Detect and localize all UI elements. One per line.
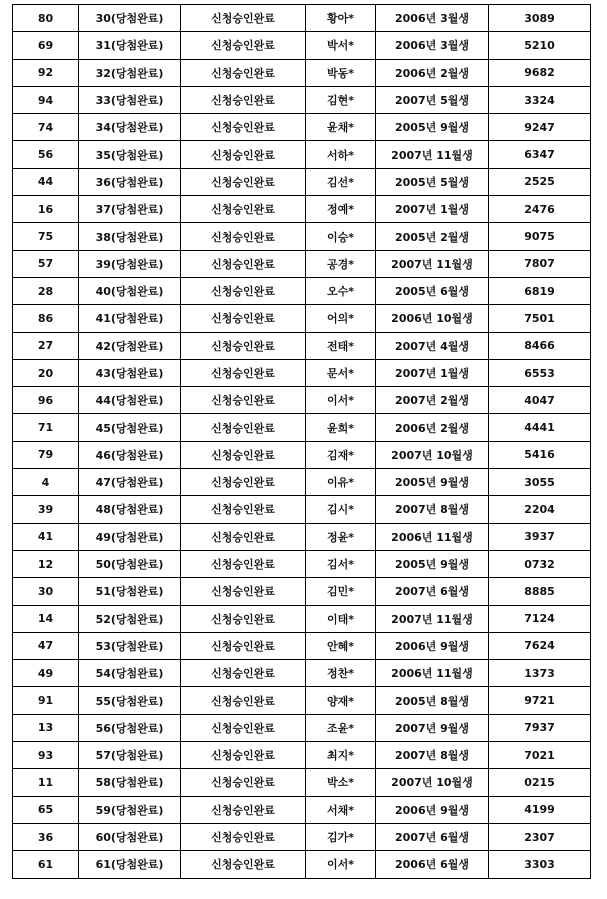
approval-status-cell: 신청승인완료: [181, 742, 306, 769]
table-row: [13, 359, 591, 386]
entry-number-cell: 79: [13, 441, 79, 468]
approval-status-cell: 신청승인완료: [181, 660, 306, 687]
entry-number-cell: 80: [13, 5, 79, 32]
verification-code-cell: 3303: [489, 851, 591, 878]
birth-month-cell: 2007년 6월생: [376, 578, 489, 605]
verification-code-cell: 7501: [489, 305, 591, 332]
birth-month-cell: 2006년 3월생: [376, 32, 489, 59]
draw-order-cell: 61(당첨완료): [79, 851, 181, 878]
table-row: [13, 578, 591, 605]
masked-name-cell: 서하*: [306, 141, 376, 168]
table-row: [13, 59, 591, 86]
draw-order-cell: 30(당첨완료): [79, 5, 181, 32]
birth-month-cell: 2006년 9월생: [376, 632, 489, 659]
table-row: [13, 742, 591, 769]
verification-code-cell: 3324: [489, 86, 591, 113]
entry-number-cell: 91: [13, 687, 79, 714]
masked-name-cell: 정찬*: [306, 660, 376, 687]
masked-name-cell: 문서*: [306, 359, 376, 386]
table-row: [13, 796, 591, 823]
birth-month-cell: 2007년 11월생: [376, 605, 489, 632]
verification-code-cell: 6347: [489, 141, 591, 168]
birth-month-cell: 2006년 2월생: [376, 59, 489, 86]
draw-order-cell: 41(당첨완료): [79, 305, 181, 332]
table-row: [13, 823, 591, 850]
birth-month-cell: 2007년 8월생: [376, 496, 489, 523]
masked-name-cell: 박소*: [306, 769, 376, 796]
entry-number-cell: 27: [13, 332, 79, 359]
entry-number-cell: 49: [13, 660, 79, 687]
verification-code-cell: 7937: [489, 714, 591, 741]
table-row: [13, 441, 591, 468]
birth-month-cell: 2007년 6월생: [376, 823, 489, 850]
masked-name-cell: 이서*: [306, 387, 376, 414]
entry-number-cell: 47: [13, 632, 79, 659]
verification-code-cell: 3089: [489, 5, 591, 32]
verification-code-cell: 7807: [489, 250, 591, 277]
approval-status-cell: 신청승인완료: [181, 414, 306, 441]
birth-month-cell: 2005년 5월생: [376, 168, 489, 195]
approval-status-cell: 신청승인완료: [181, 605, 306, 632]
birth-month-cell: 2005년 2월생: [376, 223, 489, 250]
table-row: [13, 414, 591, 441]
entry-number-cell: 74: [13, 114, 79, 141]
table-row: [13, 223, 591, 250]
approval-status-cell: 신청승인완료: [181, 305, 306, 332]
results-table: [12, 4, 591, 879]
approval-status-cell: 신청승인완료: [181, 496, 306, 523]
entry-number-cell: 13: [13, 714, 79, 741]
table-row: [13, 168, 591, 195]
draw-order-cell: 52(당첨완료): [79, 605, 181, 632]
verification-code-cell: 7124: [489, 605, 591, 632]
entry-number-cell: 11: [13, 769, 79, 796]
masked-name-cell: 서채*: [306, 796, 376, 823]
birth-month-cell: 2007년 1월생: [376, 196, 489, 223]
approval-status-cell: 신청승인완료: [181, 578, 306, 605]
draw-order-cell: 49(당첨완료): [79, 523, 181, 550]
entry-number-cell: 94: [13, 86, 79, 113]
draw-order-cell: 34(당첨완료): [79, 114, 181, 141]
masked-name-cell: 이태*: [306, 605, 376, 632]
birth-month-cell: 2006년 11월생: [376, 523, 489, 550]
birth-month-cell: 2007년 11월생: [376, 250, 489, 277]
verification-code-cell: 9247: [489, 114, 591, 141]
birth-month-cell: 2005년 6월생: [376, 277, 489, 304]
table-row: [13, 769, 591, 796]
entry-number-cell: 93: [13, 742, 79, 769]
masked-name-cell: 오수*: [306, 277, 376, 304]
table-row: [13, 250, 591, 277]
approval-status-cell: 신청승인완료: [181, 796, 306, 823]
draw-order-cell: 46(당첨완료): [79, 441, 181, 468]
table-row: [13, 523, 591, 550]
draw-order-cell: 60(당첨완료): [79, 823, 181, 850]
masked-name-cell: 김가*: [306, 823, 376, 850]
table-row: [13, 714, 591, 741]
table-row: [13, 196, 591, 223]
entry-number-cell: 86: [13, 305, 79, 332]
draw-order-cell: 44(당첨완료): [79, 387, 181, 414]
approval-status-cell: 신청승인완료: [181, 196, 306, 223]
table-row: [13, 141, 591, 168]
approval-status-cell: 신청승인완료: [181, 114, 306, 141]
masked-name-cell: 김시*: [306, 496, 376, 523]
draw-order-cell: 38(당첨완료): [79, 223, 181, 250]
entry-number-cell: 57: [13, 250, 79, 277]
masked-name-cell: 김현*: [306, 86, 376, 113]
table-row: [13, 277, 591, 304]
verification-code-cell: 4047: [489, 387, 591, 414]
results-body: [13, 5, 591, 879]
draw-order-cell: 48(당첨완료): [79, 496, 181, 523]
verification-code-cell: 2476: [489, 196, 591, 223]
draw-order-cell: 55(당첨완료): [79, 687, 181, 714]
masked-name-cell: 공경*: [306, 250, 376, 277]
verification-code-cell: 0732: [489, 550, 591, 577]
approval-status-cell: 신청승인완료: [181, 469, 306, 496]
table-row: [13, 5, 591, 32]
verification-code-cell: 1373: [489, 660, 591, 687]
draw-order-cell: 39(당첨완료): [79, 250, 181, 277]
table-row: [13, 469, 591, 496]
birth-month-cell: 2005년 9월생: [376, 550, 489, 577]
masked-name-cell: 이승*: [306, 223, 376, 250]
masked-name-cell: 정윤*: [306, 523, 376, 550]
verification-code-cell: 2525: [489, 168, 591, 195]
entry-number-cell: 16: [13, 196, 79, 223]
birth-month-cell: 2007년 1월생: [376, 359, 489, 386]
birth-month-cell: 2006년 9월생: [376, 796, 489, 823]
approval-status-cell: 신청승인완료: [181, 359, 306, 386]
draw-order-cell: 47(당첨완료): [79, 469, 181, 496]
masked-name-cell: 윤채*: [306, 114, 376, 141]
masked-name-cell: 최지*: [306, 742, 376, 769]
table-row: [13, 332, 591, 359]
masked-name-cell: 어의*: [306, 305, 376, 332]
entry-number-cell: 20: [13, 359, 79, 386]
table-row: [13, 550, 591, 577]
masked-name-cell: 양재*: [306, 687, 376, 714]
entry-number-cell: 96: [13, 387, 79, 414]
approval-status-cell: 신청승인완료: [181, 332, 306, 359]
birth-month-cell: 2007년 2월생: [376, 387, 489, 414]
draw-order-cell: 40(당첨완료): [79, 277, 181, 304]
birth-month-cell: 2007년 11월생: [376, 141, 489, 168]
entry-number-cell: 41: [13, 523, 79, 550]
verification-code-cell: 3937: [489, 523, 591, 550]
table-row: [13, 605, 591, 632]
draw-order-cell: 53(당첨완료): [79, 632, 181, 659]
verification-code-cell: 6553: [489, 359, 591, 386]
draw-order-cell: 33(당첨완료): [79, 86, 181, 113]
draw-order-cell: 31(당첨완료): [79, 32, 181, 59]
draw-order-cell: 43(당첨완료): [79, 359, 181, 386]
draw-order-cell: 54(당첨완료): [79, 660, 181, 687]
approval-status-cell: 신청승인완료: [181, 851, 306, 878]
draw-order-cell: 42(당첨완료): [79, 332, 181, 359]
masked-name-cell: 이서*: [306, 851, 376, 878]
verification-code-cell: 5416: [489, 441, 591, 468]
approval-status-cell: 신청승인완료: [181, 223, 306, 250]
approval-status-cell: 신청승인완료: [181, 823, 306, 850]
table-row: [13, 387, 591, 414]
masked-name-cell: 김서*: [306, 550, 376, 577]
entry-number-cell: 36: [13, 823, 79, 850]
masked-name-cell: 윤희*: [306, 414, 376, 441]
verification-code-cell: 8885: [489, 578, 591, 605]
approval-status-cell: 신청승인완료: [181, 86, 306, 113]
verification-code-cell: 7021: [489, 742, 591, 769]
birth-month-cell: 2007년 10월생: [376, 769, 489, 796]
approval-status-cell: 신청승인완료: [181, 550, 306, 577]
entry-number-cell: 28: [13, 277, 79, 304]
entry-number-cell: 69: [13, 32, 79, 59]
verification-code-cell: 5210: [489, 32, 591, 59]
verification-code-cell: 3055: [489, 469, 591, 496]
verification-code-cell: 9721: [489, 687, 591, 714]
entry-number-cell: 61: [13, 851, 79, 878]
draw-order-cell: 32(당첨완료): [79, 59, 181, 86]
verification-code-cell: 9075: [489, 223, 591, 250]
approval-status-cell: 신청승인완료: [181, 141, 306, 168]
verification-code-cell: 4441: [489, 414, 591, 441]
entry-number-cell: 30: [13, 578, 79, 605]
birth-month-cell: 2006년 6월생: [376, 851, 489, 878]
table-row: [13, 32, 591, 59]
table-row: [13, 86, 591, 113]
approval-status-cell: 신청승인완료: [181, 714, 306, 741]
approval-status-cell: 신청승인완료: [181, 632, 306, 659]
verification-code-cell: 9682: [489, 59, 591, 86]
verification-code-cell: 8466: [489, 332, 591, 359]
masked-name-cell: 김재*: [306, 441, 376, 468]
approval-status-cell: 신청승인완료: [181, 441, 306, 468]
masked-name-cell: 김민*: [306, 578, 376, 605]
table-row: [13, 660, 591, 687]
verification-code-cell: 6819: [489, 277, 591, 304]
masked-name-cell: 전태*: [306, 332, 376, 359]
draw-order-cell: 57(당첨완료): [79, 742, 181, 769]
entry-number-cell: 65: [13, 796, 79, 823]
approval-status-cell: 신청승인완료: [181, 687, 306, 714]
draw-order-cell: 50(당첨완료): [79, 550, 181, 577]
entry-number-cell: 14: [13, 605, 79, 632]
table-row: [13, 851, 591, 878]
approval-status-cell: 신청승인완료: [181, 277, 306, 304]
birth-month-cell: 2007년 10월생: [376, 441, 489, 468]
birth-month-cell: 2005년 8월생: [376, 687, 489, 714]
table-row: [13, 305, 591, 332]
draw-order-cell: 58(당첨완료): [79, 769, 181, 796]
draw-order-cell: 35(당첨완료): [79, 141, 181, 168]
entry-number-cell: 56: [13, 141, 79, 168]
entry-number-cell: 12: [13, 550, 79, 577]
birth-month-cell: 2007년 8월생: [376, 742, 489, 769]
table-row: [13, 632, 591, 659]
approval-status-cell: 신청승인완료: [181, 59, 306, 86]
approval-status-cell: 신청승인완료: [181, 250, 306, 277]
draw-order-cell: 37(당첨완료): [79, 196, 181, 223]
birth-month-cell: 2007년 5월생: [376, 86, 489, 113]
verification-code-cell: 2204: [489, 496, 591, 523]
table-row: [13, 114, 591, 141]
birth-month-cell: 2005년 9월생: [376, 469, 489, 496]
approval-status-cell: 신청승인완료: [181, 5, 306, 32]
table-row: [13, 687, 591, 714]
masked-name-cell: 박서*: [306, 32, 376, 59]
entry-number-cell: 92: [13, 59, 79, 86]
approval-status-cell: 신청승인완료: [181, 387, 306, 414]
masked-name-cell: 황아*: [306, 5, 376, 32]
approval-status-cell: 신청승인완료: [181, 523, 306, 550]
birth-month-cell: 2006년 2월생: [376, 414, 489, 441]
verification-code-cell: 4199: [489, 796, 591, 823]
approval-status-cell: 신청승인완료: [181, 769, 306, 796]
entry-number-cell: 39: [13, 496, 79, 523]
approval-status-cell: 신청승인완료: [181, 32, 306, 59]
verification-code-cell: 2307: [489, 823, 591, 850]
masked-name-cell: 조윤*: [306, 714, 376, 741]
draw-order-cell: 51(당첨완료): [79, 578, 181, 605]
entry-number-cell: 4: [13, 469, 79, 496]
birth-month-cell: 2007년 9월생: [376, 714, 489, 741]
draw-order-cell: 56(당첨완료): [79, 714, 181, 741]
table-row: [13, 496, 591, 523]
masked-name-cell: 이유*: [306, 469, 376, 496]
birth-month-cell: 2006년 3월생: [376, 5, 489, 32]
approval-status-cell: 신청승인완료: [181, 168, 306, 195]
entry-number-cell: 75: [13, 223, 79, 250]
draw-order-cell: 36(당첨완료): [79, 168, 181, 195]
birth-month-cell: 2007년 4월생: [376, 332, 489, 359]
masked-name-cell: 정예*: [306, 196, 376, 223]
masked-name-cell: 김선*: [306, 168, 376, 195]
masked-name-cell: 박동*: [306, 59, 376, 86]
birth-month-cell: 2006년 11월생: [376, 660, 489, 687]
entry-number-cell: 71: [13, 414, 79, 441]
masked-name-cell: 안혜*: [306, 632, 376, 659]
birth-month-cell: 2006년 10월생: [376, 305, 489, 332]
verification-code-cell: 0215: [489, 769, 591, 796]
verification-code-cell: 7624: [489, 632, 591, 659]
draw-order-cell: 59(당첨완료): [79, 796, 181, 823]
draw-order-cell: 45(당첨완료): [79, 414, 181, 441]
entry-number-cell: 44: [13, 168, 79, 195]
birth-month-cell: 2005년 9월생: [376, 114, 489, 141]
